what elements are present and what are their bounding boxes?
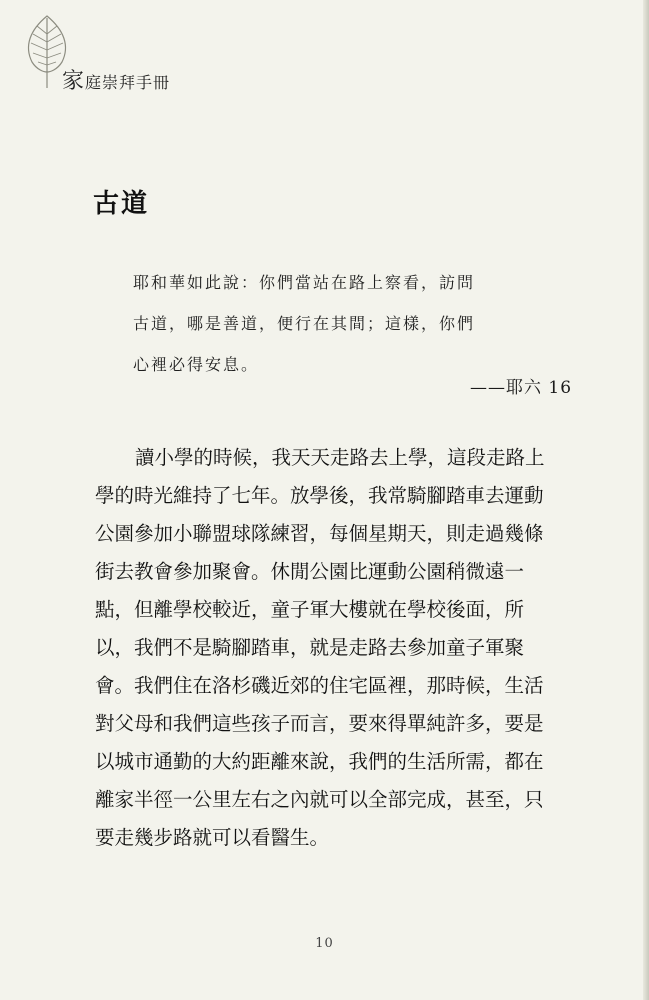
quote-line: 耶和華如此說：你們當站在路上察看，訪問 [133, 273, 476, 292]
body-line: 學的時光維持了七年。放學後，我常騎腳踏車去運動 [95, 484, 544, 507]
body-line: 公園參加小聯盟球隊練習，每個星期天，則走過幾條 [95, 522, 544, 545]
body-line: 離家半徑一公里左右之內就可以全部完成，甚至，只 [95, 788, 544, 811]
page-number: 10 [315, 936, 334, 951]
page-edge [643, 0, 649, 1000]
body-line: 讀小學的時候，我天天走路去上學，這段走路上 [135, 446, 545, 469]
book-title [62, 64, 170, 95]
body-paragraph [95, 439, 605, 857]
body-line: 街去教會參加聚會。休閒公園比運動公園稍微遠一 [95, 560, 525, 583]
quote-line: 古道，哪是善道，便行在其間；這樣，你們 [133, 314, 476, 333]
chapter-title: 古道 [93, 189, 150, 219]
body-line: 以城市通勤的大約距離來說，我們的生活所需，都在 [95, 750, 544, 773]
body-line: 以，我們不是騎腳踏車，就是走路去參加童子軍聚 [95, 636, 525, 659]
body-line: 會。我們住在洛杉磯近郊的住宅區裡，那時候，生活 [95, 674, 544, 697]
book-title-rest: 庭崇拜手冊 [85, 73, 171, 92]
book-title-first-char: 家 [62, 69, 86, 94]
scripture-quote [133, 262, 573, 385]
body-line: 對父母和我們這些孩子而言，要來得單純許多，要是 [95, 712, 544, 735]
body-line: 點，但離學校較近，童子軍大樓就在學校後面，所 [95, 598, 525, 621]
body-line: 要走幾步路就可以看醫生。 [95, 826, 330, 849]
scripture-reference: ——耶六 16 [470, 378, 573, 398]
quote-line: 心裡必得安息。 [133, 355, 260, 374]
